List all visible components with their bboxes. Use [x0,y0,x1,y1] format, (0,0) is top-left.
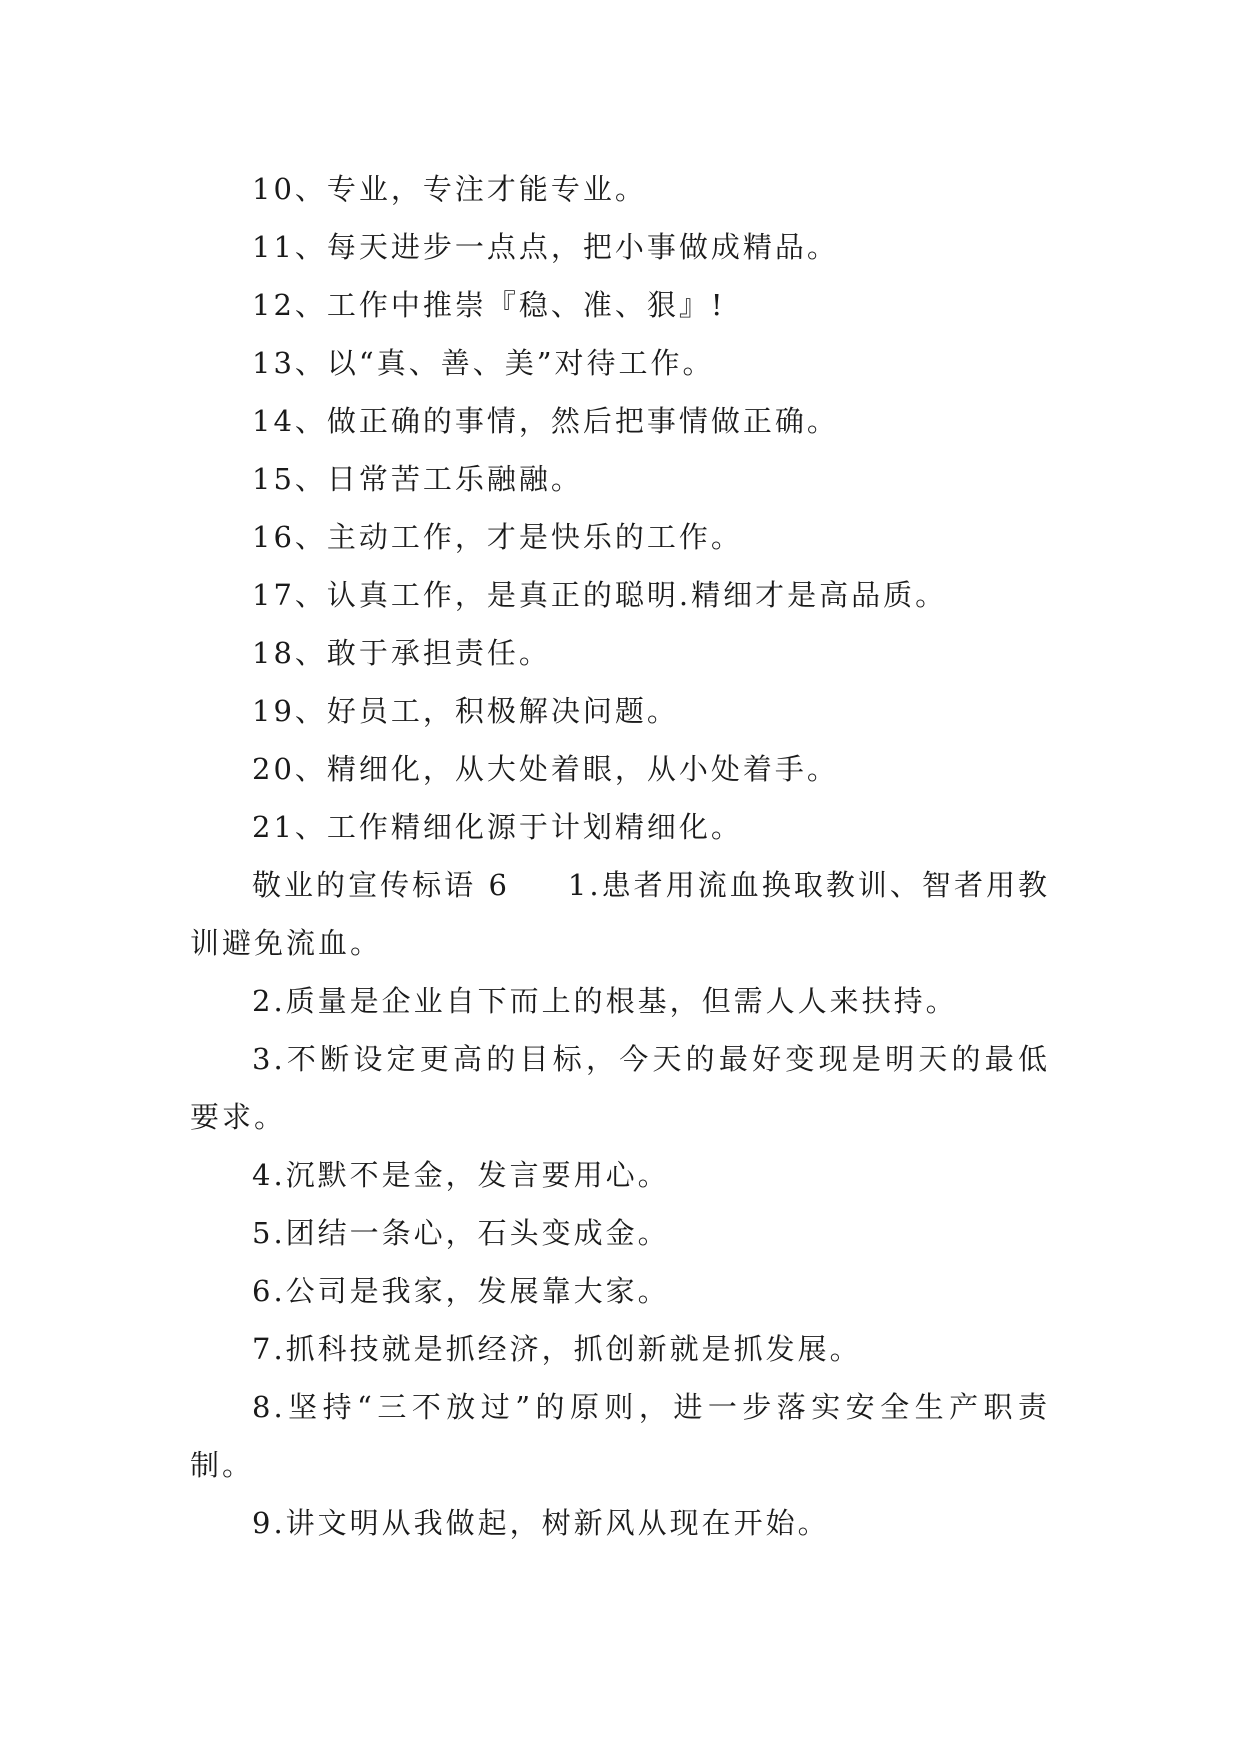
document-body [190,160,1050,1552]
list-item: 5.团结一条心，石头变成金。 [252,1216,670,1250]
list-item: 7.抓科技就是抓经济，抓创新就是抓发展。 [252,1332,862,1366]
list-item: 18、敢于承担责任。 [252,636,551,670]
section-first-item: 1.患者用流血换取教训、智者用教训避免流血。 [190,868,1051,960]
list-item: 13、以“真、善、美”对待工作。 [252,346,715,380]
list-item: 11、每天进步一点点，把小事做成精品。 [252,230,839,264]
list-item: 9.讲文明从我做起，树新风从现在开始。 [252,1506,830,1540]
list-item: 16、主动工作，才是快乐的工作。 [252,520,743,554]
list-item: 10、专业，专注才能专业。 [252,172,647,206]
list-item: 14、做正确的事情，然后把事情做正确。 [252,404,839,438]
list-item: 2.质量是企业自下而上的根基，但需人人来扶持。 [252,984,958,1018]
list-item: 21、工作精细化源于计划精细化。 [252,810,743,844]
list-item: 20、精细化，从大处着眼，从小处着手。 [252,752,839,786]
list-item: 6.公司是我家，发展靠大家。 [252,1274,670,1308]
list-item: 17、认真工作，是真正的聪明.精细才是高品质。 [252,578,948,612]
list-item: 12、工作中推崇『稳、准、狠』! [252,288,726,322]
list-item: 8.坚持“三不放过”的原则，进一步落实安全生产职责制。 [190,1390,1050,1482]
section-heading: 敬业的宣传标语 6 [252,868,510,902]
list-item: 4.沉默不是金，发言要用心。 [252,1158,670,1192]
list-item: 19、好员工，积极解决问题。 [252,694,679,728]
list-item: 15、日常苦工乐融融。 [252,462,583,496]
section-paragraph [190,856,1050,972]
list-item: 3.不断设定更高的目标，今天的最好变现是明天的最低要求。 [190,1042,1050,1134]
